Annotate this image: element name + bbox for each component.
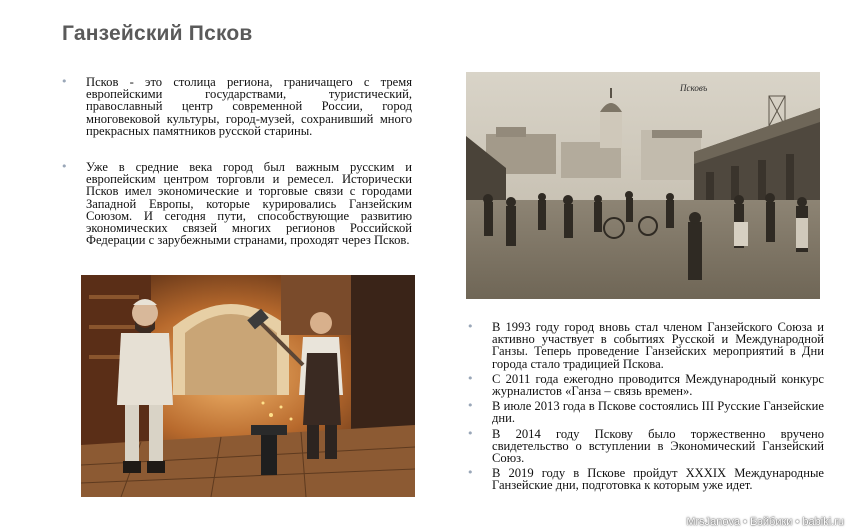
list-item: • В 2019 году в Пскове пройдут XXXIX Международные Ганзейские дни, подготовка к которым уже идет. [466, 467, 824, 491]
forge-photo [81, 275, 415, 497]
list-item: • В 2014 году Пскову было торжественно вручено свидетельство о вступлении в Экономический Ганзейский Союз. [466, 428, 824, 465]
forge-illustration [81, 275, 415, 497]
watermark: MrsJanova • Бэйбики • babiki.ru [686, 516, 844, 528]
hansa-events-list [466, 321, 824, 492]
left-text-column [60, 76, 412, 270]
list-item: • В 1993 году город вновь стал членом Ганзейского Союза и активно участвует в событиях Русской и Международной Ганзы. Теперь проведение Ганзейских мероприятий в Дни города стало традицией Пскова. [466, 321, 824, 370]
list-item: • С 2011 года ежегодно проводится Международный конкурс журналистов «Ганза – связь времен». [466, 373, 824, 397]
photo-caption: Псковъ [680, 83, 708, 93]
old-photo-illustration [466, 72, 820, 299]
list-item: • Уже в средние века город был важным русским и европейским центром торговли и ремесел. Исторически Псков имел экономические и торговые связи с городами Западной Европы, которые курировались Ганзейским Союзом. И сегодня пути, способствующие развитию экономических связей многих регионов Российской Федерации с зарубежными странами, проходят через Псков. [60, 161, 412, 246]
page-title: Ганзейский Псков [62, 22, 253, 45]
old-pskov-photo [466, 72, 820, 299]
left-paragraph-list [60, 76, 412, 246]
list-item: • В июле 2013 года в Пскове состоялись III Русские Ганзейские дни. [466, 400, 824, 424]
list-item: • Псков - это столица региона, граничащего с тремя европейскими государствами, туристический, православный центр современной России, город многовековой культуры, город-музей, сохранивший много прекрасных памятников русской старины. [60, 76, 412, 137]
right-text-column [466, 321, 824, 495]
